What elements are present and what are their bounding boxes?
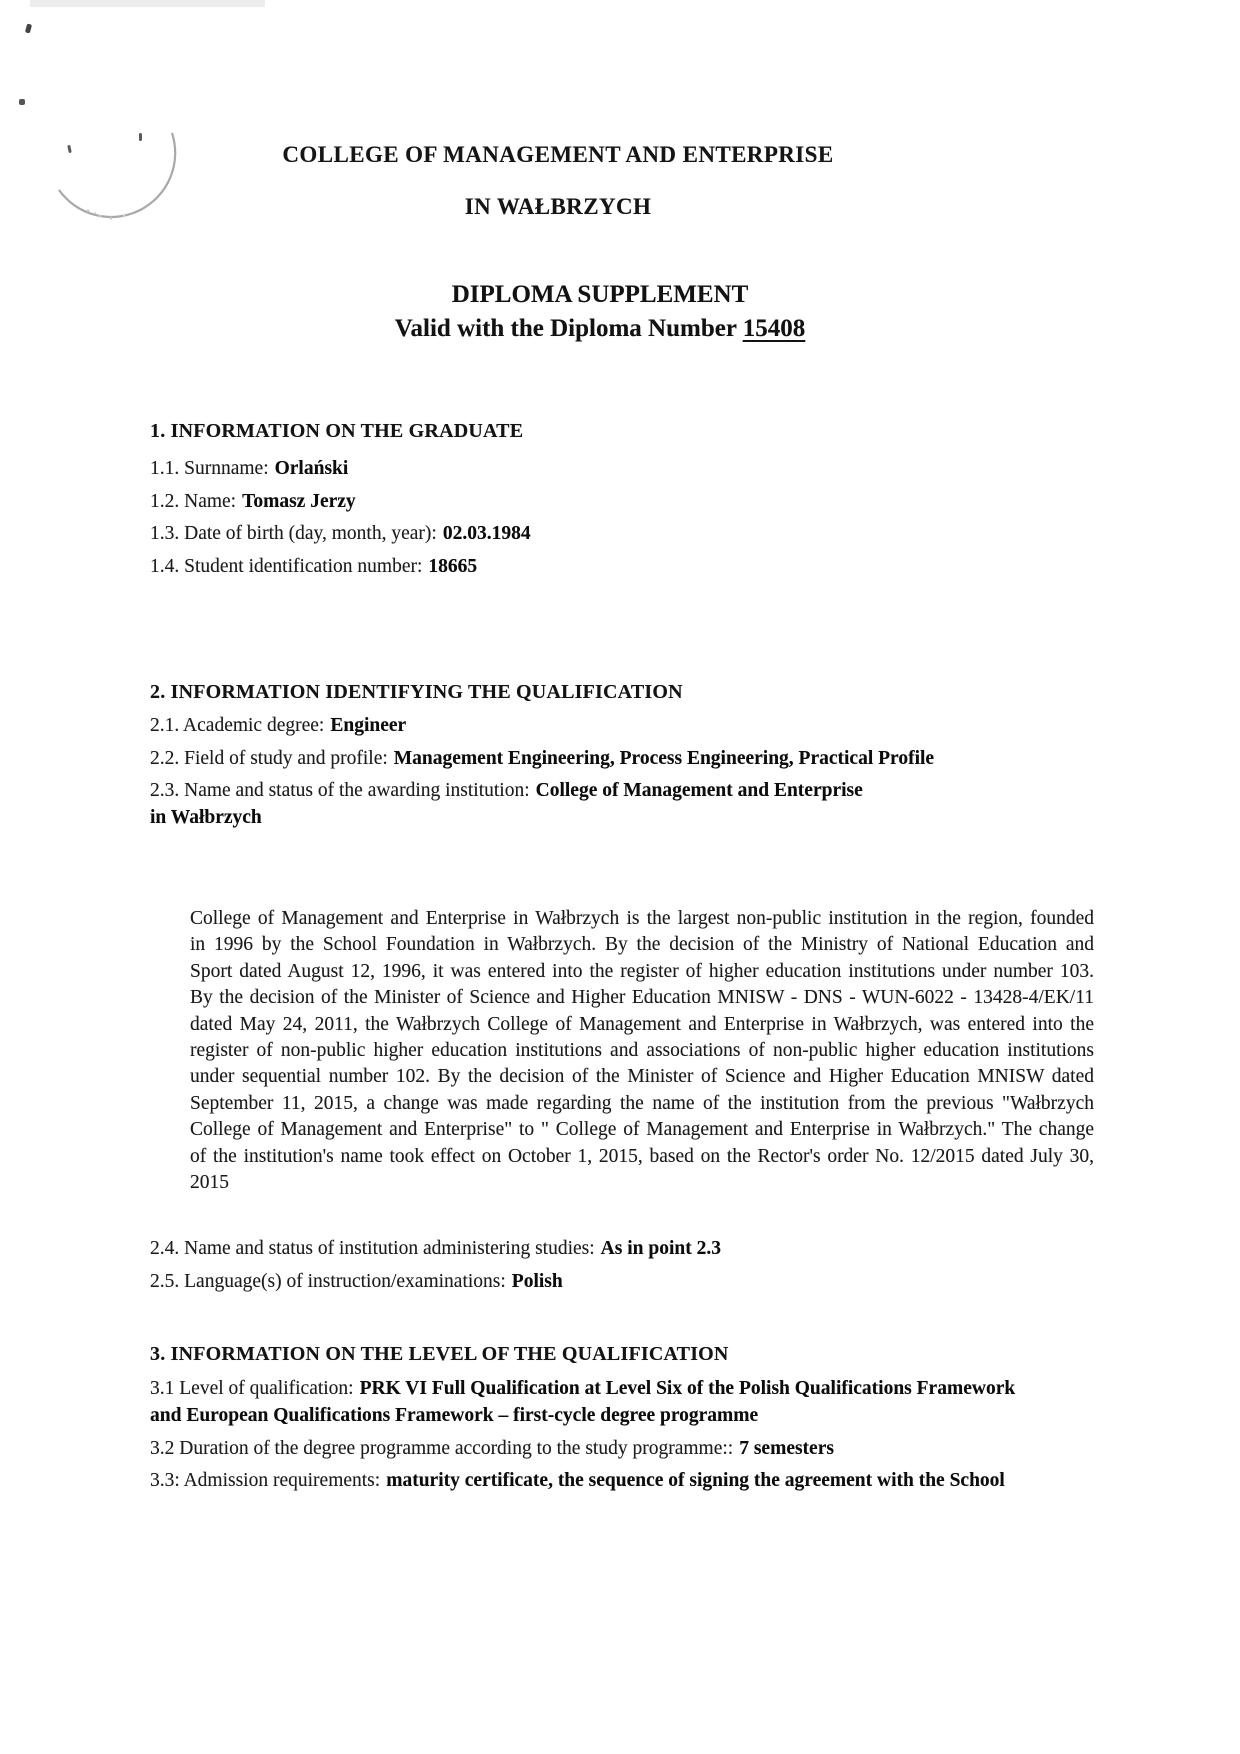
field-value: Tomasz Jerzy [242,490,356,512]
document-title: DIPLOMA SUPPLEMENT [451,281,749,308]
institution-history-paragraph: College of Management and Enterprise in Wałbrzych is the largest non-public institution in the region, founded in 1996 by the School Foundation in Wałbrzych. By the decision of the Ministry of National Education and Sport dated August 12, 1996, it was entered into the register of higher education institutions under number 103. By the decision of the Minister of Science and Higher Education MNISW - DNS - WUN-6022 - 13428-4/EK/11 dated May 24, 2011, the Wałbrzych College of Management and Enterprise in Wałbrzych, was entered into the register of non-public higher education institutions and associations of non-public higher education institutions under sequential number 102. By the decision of the Minister of Science and Higher Education MNISW dated September 11, 2015, a change was made regarding the name of the institution from the previous "Wałbrzych College of Management and Enterprise" to " College of Management and Enterprise in Wałbrzych." The change of the institution's name took effect on October 1, 2015, based on the Rector's order No. 12/2015 dated July 30, 2015 [190,908,1094,1194]
field-study-profile [150,745,1100,772]
field-label: 2.2. Field of study and profile: [150,747,388,769]
field-label: 2.5. Language(s) of instruction/examinations: [150,1270,506,1292]
field-label: 3.3: Admission requirements: [150,1470,381,1491]
field-programme-duration [150,1435,1050,1462]
field-language [150,1268,1100,1295]
field-label: 1.3. Date of birth (day, month, year): [150,523,437,544]
section2-items [150,712,1100,837]
field-qualification-level [150,1375,1050,1429]
institution-name-line1: COLLEGE OF MANAGEMENT AND ENTERPRISE [282,142,834,167]
field-awarding-institution [150,777,875,831]
field-value: Management Engineering, Process Engineering, Practical Profile [393,747,935,769]
field-label: 2.1. Academic degree: [150,715,325,736]
section3-heading: 3. INFORMATION ON THE LEVEL OF THE QUALIFICATION [150,1343,729,1365]
field-value: PRK VI Full Qualification at Level Six of the Polish Qualifications Framework and European Qualifications Framework – first-cycle degree programme [150,1378,1016,1426]
section1-heading: 1. INFORMATION ON THE GRADUATE [150,420,524,442]
field-label: 3.2 Duration of the degree programme according to the study programme:: [150,1437,734,1459]
field-value: 02.03.1984 [442,523,531,544]
field-value: As in point 2.3 [600,1238,721,1259]
scan-speck [25,24,32,34]
section2-items-after [150,1235,1100,1300]
field-value: 18665 [428,555,478,577]
field-academic-degree [150,712,1100,739]
field-label: 2.4. Name and status of institution administering studies: [150,1238,595,1259]
field-value: maturity certificate, the sequence of signing the agreement with the School [386,1470,1005,1491]
field-birth-date [150,520,1100,547]
field-value: College of Management and Enterprise in Wałbrzych [150,780,863,828]
field-label: 1.4. Student identification number: [150,555,423,577]
section1-items [150,455,1100,585]
section2-heading: 2. INFORMATION IDENTIFYING THE QUALIFICATION [150,681,683,703]
validity-line [0,313,1200,345]
field-value: Orlański [274,458,349,479]
validity-text: Valid with the Diploma Number [394,315,737,342]
scanner-edge-artifact [30,0,265,7]
scan-speck [19,99,25,105]
field-label: 2.3. Name and status of the awarding institution: [150,780,530,801]
field-administering-institution [150,1235,1100,1262]
field-student-id [150,553,1100,580]
field-value: Engineer [330,715,407,736]
institution-name-line2: IN WAŁBRZYCH [464,194,652,219]
field-name [150,488,1100,515]
field-label: 1.1. Surnname: [150,458,269,479]
field-label: 1.2. Name: [150,490,237,512]
diploma-number: 15408 [742,315,806,342]
field-label: 3.1 Level of qualification: [150,1378,354,1399]
field-admission-requirements [150,1467,1050,1494]
field-value: 7 semesters [739,1437,834,1459]
field-value: Polish [511,1270,563,1292]
field-surname [150,455,1100,482]
section3-items [150,1375,1050,1500]
